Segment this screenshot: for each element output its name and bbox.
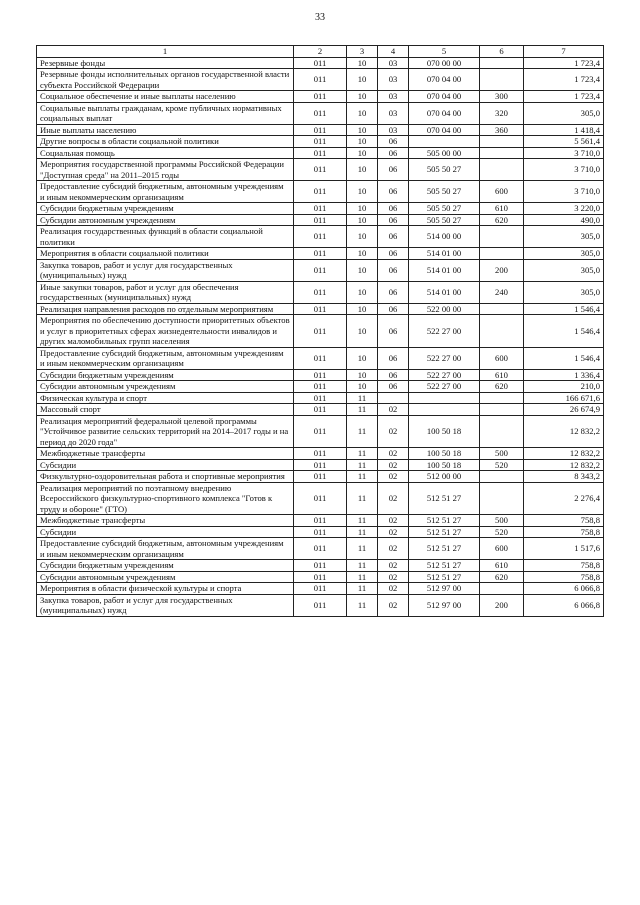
row-code-4: 06 bbox=[378, 347, 409, 369]
row-name: Предоставление субсидий бюджетным, автономным учреждениям и иным некоммерческим организациям bbox=[37, 347, 294, 369]
row-code-2: 011 bbox=[294, 381, 347, 393]
row-code-2: 011 bbox=[294, 347, 347, 369]
row-amount: 3 220,0 bbox=[524, 203, 604, 215]
row-code-6: 600 bbox=[480, 181, 524, 203]
row-code-3: 11 bbox=[347, 392, 378, 404]
row-code-5: 512 00 00 bbox=[409, 471, 480, 483]
row-name: Субсидии автономным учреждениям bbox=[37, 381, 294, 393]
row-code-3: 10 bbox=[347, 347, 378, 369]
row-code-6: 200 bbox=[480, 594, 524, 616]
table-row bbox=[37, 248, 604, 260]
row-code-4: 06 bbox=[378, 281, 409, 303]
table-row bbox=[37, 259, 604, 281]
row-code-5: 514 01 00 bbox=[409, 248, 480, 260]
row-amount: 3 710,0 bbox=[524, 181, 604, 203]
row-name: Предоставление субсидий бюджетным, автономным учреждениям и иным некоммерческим организациям bbox=[37, 181, 294, 203]
row-name: Межбюджетные трансферты bbox=[37, 448, 294, 460]
row-code-2: 011 bbox=[294, 448, 347, 460]
table-row bbox=[37, 560, 604, 572]
row-code-4: 02 bbox=[378, 415, 409, 448]
table-row bbox=[37, 392, 604, 404]
row-code-3: 11 bbox=[347, 415, 378, 448]
row-name: Социальные выплаты гражданам, кроме публичных нормативных социальных выплат bbox=[37, 102, 294, 124]
row-code-5: 512 51 27 bbox=[409, 538, 480, 560]
row-name: Иные закупки товаров, работ и услуг для обеспечения государственных (муниципальных) нужд bbox=[37, 281, 294, 303]
row-code-3: 11 bbox=[347, 560, 378, 572]
row-code-5 bbox=[409, 392, 480, 404]
row-code-5: 505 50 27 bbox=[409, 181, 480, 203]
row-name: Субсидии бюджетным учреждениям bbox=[37, 560, 294, 572]
row-code-4: 02 bbox=[378, 538, 409, 560]
row-code-4: 06 bbox=[378, 203, 409, 215]
table-row bbox=[37, 69, 604, 91]
row-code-5: 512 51 27 bbox=[409, 571, 480, 583]
row-code-5: 512 97 00 bbox=[409, 594, 480, 616]
row-code-6 bbox=[480, 471, 524, 483]
row-amount: 1 723,4 bbox=[524, 57, 604, 69]
row-code-6: 620 bbox=[480, 214, 524, 226]
row-amount: 1 546,4 bbox=[524, 315, 604, 348]
row-code-6: 240 bbox=[480, 281, 524, 303]
row-code-6: 520 bbox=[480, 459, 524, 471]
row-code-2: 011 bbox=[294, 415, 347, 448]
page-number: 33 bbox=[315, 12, 325, 23]
row-code-2: 011 bbox=[294, 526, 347, 538]
row-code-6: 320 bbox=[480, 102, 524, 124]
row-code-5: 505 50 27 bbox=[409, 159, 480, 181]
row-code-4: 02 bbox=[378, 571, 409, 583]
table-row bbox=[37, 102, 604, 124]
row-code-6: 600 bbox=[480, 538, 524, 560]
row-code-4: 02 bbox=[378, 459, 409, 471]
table-row bbox=[37, 159, 604, 181]
row-code-2: 011 bbox=[294, 571, 347, 583]
row-code-3: 11 bbox=[347, 583, 378, 595]
row-amount: 1 546,4 bbox=[524, 347, 604, 369]
row-amount: 1 546,4 bbox=[524, 303, 604, 315]
row-name: Реализация государственных функций в области социальной политики bbox=[37, 226, 294, 248]
row-code-6: 610 bbox=[480, 369, 524, 381]
row-code-5: 512 51 27 bbox=[409, 560, 480, 572]
row-code-6 bbox=[480, 303, 524, 315]
row-name: Субсидии автономным учреждениям bbox=[37, 571, 294, 583]
row-code-2: 011 bbox=[294, 226, 347, 248]
row-amount: 26 674,9 bbox=[524, 404, 604, 416]
row-amount: 166 671,6 bbox=[524, 392, 604, 404]
row-amount: 12 832,2 bbox=[524, 448, 604, 460]
row-amount: 3 710,0 bbox=[524, 159, 604, 181]
row-code-2: 011 bbox=[294, 159, 347, 181]
row-code-5: 512 51 27 bbox=[409, 526, 480, 538]
row-code-5: 522 27 00 bbox=[409, 315, 480, 348]
column-header-3: 3 bbox=[347, 46, 378, 58]
row-code-5: 512 51 27 bbox=[409, 482, 480, 515]
row-code-3: 11 bbox=[347, 571, 378, 583]
row-code-3: 11 bbox=[347, 538, 378, 560]
row-code-3: 10 bbox=[347, 91, 378, 103]
row-code-6 bbox=[480, 69, 524, 91]
row-code-4: 03 bbox=[378, 91, 409, 103]
row-name: Мероприятия государственной программы Российской Федерации "Доступная среда" на 2011–2015 годы bbox=[37, 159, 294, 181]
row-code-4: 06 bbox=[378, 369, 409, 381]
row-name: Массовый спорт bbox=[37, 404, 294, 416]
row-code-4: 02 bbox=[378, 404, 409, 416]
row-code-6: 520 bbox=[480, 526, 524, 538]
row-code-3: 10 bbox=[347, 303, 378, 315]
table-row bbox=[37, 526, 604, 538]
row-code-2: 011 bbox=[294, 259, 347, 281]
row-code-3: 11 bbox=[347, 482, 378, 515]
row-code-3: 10 bbox=[347, 281, 378, 303]
row-code-3: 10 bbox=[347, 226, 378, 248]
row-code-2: 011 bbox=[294, 482, 347, 515]
row-code-3: 10 bbox=[347, 381, 378, 393]
row-code-5 bbox=[409, 404, 480, 416]
row-code-2: 011 bbox=[294, 181, 347, 203]
row-code-4: 06 bbox=[378, 214, 409, 226]
row-amount: 758,8 bbox=[524, 571, 604, 583]
row-amount: 6 066,8 bbox=[524, 594, 604, 616]
table-row bbox=[37, 594, 604, 616]
table-row bbox=[37, 583, 604, 595]
row-amount: 210,0 bbox=[524, 381, 604, 393]
row-code-2: 011 bbox=[294, 538, 347, 560]
row-code-4: 06 bbox=[378, 259, 409, 281]
row-code-2: 011 bbox=[294, 315, 347, 348]
row-code-3: 10 bbox=[347, 203, 378, 215]
row-code-2: 011 bbox=[294, 369, 347, 381]
table-row bbox=[37, 381, 604, 393]
row-code-6 bbox=[480, 159, 524, 181]
row-code-5: 070 00 00 bbox=[409, 57, 480, 69]
table-row bbox=[37, 515, 604, 527]
row-code-3: 10 bbox=[347, 136, 378, 148]
row-code-6: 600 bbox=[480, 347, 524, 369]
column-header-7: 7 bbox=[524, 46, 604, 58]
row-code-6 bbox=[480, 583, 524, 595]
table-row bbox=[37, 136, 604, 148]
header-row bbox=[37, 46, 604, 58]
row-amount: 12 832,2 bbox=[524, 459, 604, 471]
table-row bbox=[37, 448, 604, 460]
row-code-3: 11 bbox=[347, 471, 378, 483]
row-code-6 bbox=[480, 147, 524, 159]
column-header-4: 4 bbox=[378, 46, 409, 58]
row-code-4: 02 bbox=[378, 526, 409, 538]
row-amount: 3 710,0 bbox=[524, 147, 604, 159]
row-amount: 305,0 bbox=[524, 248, 604, 260]
table-row bbox=[37, 347, 604, 369]
row-amount: 305,0 bbox=[524, 102, 604, 124]
table-row bbox=[37, 281, 604, 303]
table-row bbox=[37, 91, 604, 103]
row-name: Предоставление субсидий бюджетным, автономным учреждениям и иным некоммерческим организациям bbox=[37, 538, 294, 560]
row-code-3: 11 bbox=[347, 515, 378, 527]
row-code-4: 06 bbox=[378, 181, 409, 203]
row-code-2: 011 bbox=[294, 404, 347, 416]
row-name: Резервные фонды bbox=[37, 57, 294, 69]
row-code-6 bbox=[480, 248, 524, 260]
row-code-3: 10 bbox=[347, 248, 378, 260]
row-code-2: 011 bbox=[294, 69, 347, 91]
row-code-5: 514 00 00 bbox=[409, 226, 480, 248]
row-code-4: 02 bbox=[378, 515, 409, 527]
row-code-4: 06 bbox=[378, 136, 409, 148]
row-code-4: 06 bbox=[378, 147, 409, 159]
row-code-4: 06 bbox=[378, 315, 409, 348]
budget-table-body bbox=[37, 57, 604, 616]
row-code-3: 11 bbox=[347, 448, 378, 460]
row-name: Субсидии bbox=[37, 526, 294, 538]
table-row bbox=[37, 57, 604, 69]
row-code-3: 10 bbox=[347, 315, 378, 348]
row-name: Мероприятия в области социальной политики bbox=[37, 248, 294, 260]
row-code-3: 10 bbox=[347, 147, 378, 159]
row-name: Другие вопросы в области социальной политики bbox=[37, 136, 294, 148]
row-name: Мероприятия по обеспечению доступности приоритетных объектов и услуг в приоритетных сферах жизнедеятельности инвалидов и других маломобильных групп населения bbox=[37, 315, 294, 348]
row-code-3: 10 bbox=[347, 369, 378, 381]
row-code-5: 522 27 00 bbox=[409, 347, 480, 369]
row-name: Социальное обеспечение и иные выплаты населению bbox=[37, 91, 294, 103]
row-code-6: 500 bbox=[480, 515, 524, 527]
row-name: Субсидии автономным учреждениям bbox=[37, 214, 294, 226]
table-row bbox=[37, 181, 604, 203]
row-code-2: 011 bbox=[294, 203, 347, 215]
row-name: Межбюджетные трансферты bbox=[37, 515, 294, 527]
row-amount: 305,0 bbox=[524, 259, 604, 281]
row-code-4: 06 bbox=[378, 159, 409, 181]
table-row bbox=[37, 303, 604, 315]
row-code-6: 200 bbox=[480, 259, 524, 281]
row-code-2: 011 bbox=[294, 91, 347, 103]
row-code-2: 011 bbox=[294, 471, 347, 483]
row-code-6: 610 bbox=[480, 203, 524, 215]
row-code-5: 100 50 18 bbox=[409, 448, 480, 460]
row-code-6 bbox=[480, 226, 524, 248]
row-code-5: 512 51 27 bbox=[409, 515, 480, 527]
row-code-2: 011 bbox=[294, 214, 347, 226]
row-amount: 758,8 bbox=[524, 560, 604, 572]
row-name: Резервные фонды исполнительных органов государственной власти субъекта Российской Федерации bbox=[37, 69, 294, 91]
row-code-4: 03 bbox=[378, 69, 409, 91]
row-amount: 1 723,4 bbox=[524, 91, 604, 103]
row-code-2: 011 bbox=[294, 303, 347, 315]
row-code-6: 620 bbox=[480, 381, 524, 393]
row-code-5: 100 50 18 bbox=[409, 459, 480, 471]
row-code-4: 06 bbox=[378, 226, 409, 248]
table-row bbox=[37, 571, 604, 583]
row-code-5: 070 04 00 bbox=[409, 69, 480, 91]
row-code-3: 10 bbox=[347, 102, 378, 124]
row-amount: 305,0 bbox=[524, 281, 604, 303]
row-code-2: 011 bbox=[294, 392, 347, 404]
row-amount: 490,0 bbox=[524, 214, 604, 226]
table-row bbox=[37, 369, 604, 381]
row-code-2: 011 bbox=[294, 124, 347, 136]
row-name: Реализация мероприятий по поэтапному внедрению Всероссийского физкультурно-спортивного комплекса "Готов к труду и обороне" (ГТО) bbox=[37, 482, 294, 515]
row-name: Закупка товаров, работ и услуг для государственных (муниципальных) нужд bbox=[37, 594, 294, 616]
table-row bbox=[37, 482, 604, 515]
row-code-4: 03 bbox=[378, 57, 409, 69]
row-name: Мероприятия в области физической культуры и спорта bbox=[37, 583, 294, 595]
row-amount: 758,8 bbox=[524, 526, 604, 538]
table-row bbox=[37, 147, 604, 159]
row-code-2: 011 bbox=[294, 248, 347, 260]
row-name: Закупка товаров, работ и услуг для государственных (муниципальных) нужд bbox=[37, 259, 294, 281]
row-code-3: 10 bbox=[347, 57, 378, 69]
column-header-6: 6 bbox=[480, 46, 524, 58]
row-code-4: 06 bbox=[378, 303, 409, 315]
row-amount: 1 418,4 bbox=[524, 124, 604, 136]
row-amount: 1 336,4 bbox=[524, 369, 604, 381]
row-name: Субсидии бюджетным учреждениям bbox=[37, 369, 294, 381]
table-row bbox=[37, 124, 604, 136]
row-code-3: 10 bbox=[347, 159, 378, 181]
row-name: Субсидии бюджетным учреждениям bbox=[37, 203, 294, 215]
row-code-4: 02 bbox=[378, 448, 409, 460]
row-name: Реализация мероприятий федеральной целевой программы "Устойчивое развитие сельских территорий на 2014–2017 годы и на период до 2020 года" bbox=[37, 415, 294, 448]
row-code-3: 11 bbox=[347, 594, 378, 616]
row-code-2: 011 bbox=[294, 459, 347, 471]
row-code-2: 011 bbox=[294, 136, 347, 148]
row-code-2: 011 bbox=[294, 102, 347, 124]
row-code-6 bbox=[480, 315, 524, 348]
table-row bbox=[37, 214, 604, 226]
row-code-3: 11 bbox=[347, 526, 378, 538]
row-name: Социальная помощь bbox=[37, 147, 294, 159]
row-code-4: 02 bbox=[378, 471, 409, 483]
row-code-5: 514 01 00 bbox=[409, 259, 480, 281]
row-name: Физкультурно-оздоровительная работа и спортивные мероприятия bbox=[37, 471, 294, 483]
row-code-6: 500 bbox=[480, 448, 524, 460]
table-row bbox=[37, 315, 604, 348]
row-code-5: 514 01 00 bbox=[409, 281, 480, 303]
row-name: Иные выплаты населению bbox=[37, 124, 294, 136]
table-row bbox=[37, 226, 604, 248]
row-code-5: 522 27 00 bbox=[409, 381, 480, 393]
row-code-5: 100 50 18 bbox=[409, 415, 480, 448]
row-code-6 bbox=[480, 482, 524, 515]
row-code-4: 02 bbox=[378, 583, 409, 595]
row-code-5 bbox=[409, 136, 480, 148]
row-code-5: 522 00 00 bbox=[409, 303, 480, 315]
table-row bbox=[37, 415, 604, 448]
row-code-5: 522 27 00 bbox=[409, 369, 480, 381]
column-header-2: 2 bbox=[294, 46, 347, 58]
row-code-4: 06 bbox=[378, 248, 409, 260]
row-code-2: 011 bbox=[294, 57, 347, 69]
table-row bbox=[37, 471, 604, 483]
row-code-4 bbox=[378, 392, 409, 404]
row-code-5: 070 04 00 bbox=[409, 124, 480, 136]
row-code-6 bbox=[480, 136, 524, 148]
row-code-6: 360 bbox=[480, 124, 524, 136]
row-code-6 bbox=[480, 404, 524, 416]
row-code-6: 300 bbox=[480, 91, 524, 103]
row-code-3: 10 bbox=[347, 214, 378, 226]
table-row bbox=[37, 203, 604, 215]
row-name: Субсидии bbox=[37, 459, 294, 471]
row-code-2: 011 bbox=[294, 515, 347, 527]
row-code-4: 03 bbox=[378, 124, 409, 136]
row-amount: 6 066,8 bbox=[524, 583, 604, 595]
row-code-4: 02 bbox=[378, 560, 409, 572]
row-code-5: 070 04 00 bbox=[409, 102, 480, 124]
table-row bbox=[37, 538, 604, 560]
row-code-3: 10 bbox=[347, 181, 378, 203]
row-amount: 12 832,2 bbox=[524, 415, 604, 448]
row-code-3: 10 bbox=[347, 259, 378, 281]
row-code-2: 011 bbox=[294, 147, 347, 159]
row-code-6 bbox=[480, 392, 524, 404]
row-code-2: 011 bbox=[294, 560, 347, 572]
row-code-5: 070 04 00 bbox=[409, 91, 480, 103]
table-row bbox=[37, 404, 604, 416]
row-amount: 8 343,2 bbox=[524, 471, 604, 483]
row-amount: 1 723,4 bbox=[524, 69, 604, 91]
row-amount: 758,8 bbox=[524, 515, 604, 527]
row-amount: 5 561,4 bbox=[524, 136, 604, 148]
row-code-5: 505 00 00 bbox=[409, 147, 480, 159]
row-code-2: 011 bbox=[294, 594, 347, 616]
row-code-4: 03 bbox=[378, 102, 409, 124]
row-code-2: 011 bbox=[294, 583, 347, 595]
row-code-6: 610 bbox=[480, 560, 524, 572]
row-code-5: 505 50 27 bbox=[409, 203, 480, 215]
budget-table bbox=[36, 45, 604, 617]
row-code-5: 512 97 00 bbox=[409, 583, 480, 595]
row-code-6 bbox=[480, 415, 524, 448]
row-code-3: 10 bbox=[347, 69, 378, 91]
row-code-6 bbox=[480, 57, 524, 69]
row-name: Реализация направления расходов по отдельным мероприятиям bbox=[37, 303, 294, 315]
row-code-3: 10 bbox=[347, 124, 378, 136]
row-code-5: 505 50 27 bbox=[409, 214, 480, 226]
row-name: Физическая культура и спорт bbox=[37, 392, 294, 404]
row-amount: 305,0 bbox=[524, 226, 604, 248]
row-amount: 2 276,4 bbox=[524, 482, 604, 515]
row-amount: 1 517,6 bbox=[524, 538, 604, 560]
row-code-3: 11 bbox=[347, 404, 378, 416]
row-code-4: 02 bbox=[378, 482, 409, 515]
column-header-1: 1 bbox=[37, 46, 294, 58]
row-code-4: 06 bbox=[378, 381, 409, 393]
table-row bbox=[37, 459, 604, 471]
column-header-5: 5 bbox=[409, 46, 480, 58]
row-code-4: 02 bbox=[378, 594, 409, 616]
row-code-6: 620 bbox=[480, 571, 524, 583]
row-code-2: 011 bbox=[294, 281, 347, 303]
row-code-3: 11 bbox=[347, 459, 378, 471]
